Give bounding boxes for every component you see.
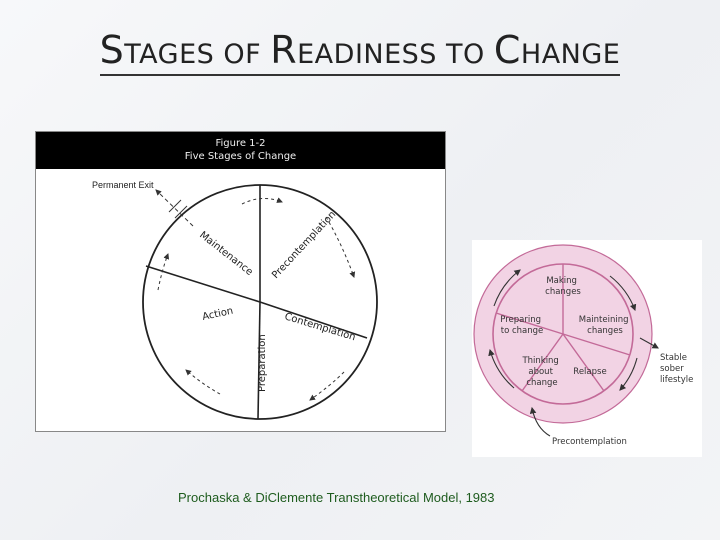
arrow-contemplation-to-preparation: [310, 372, 344, 400]
cycle-of-change-diagram: [472, 240, 702, 457]
segment-preparing-to-change: Preparing to change: [500, 315, 544, 336]
cycle-of-change-figure: [472, 240, 702, 457]
title-initial-r: R: [270, 28, 298, 72]
title-initial-c: C: [493, 28, 521, 72]
permanent-exit-label: Permanent Exit: [92, 180, 154, 190]
stage-label-preparation: Preparation: [257, 334, 268, 392]
permanent-exit-arrow: [156, 190, 193, 226]
title-initial-s: S: [99, 28, 125, 72]
segment-making-changes: Making changes: [545, 276, 581, 297]
slide-title: [0, 28, 720, 76]
exit-tick-1: [169, 200, 181, 212]
segment-relapse: Relapse: [573, 367, 607, 377]
title-rest-3: HANGE: [520, 39, 621, 70]
stable-sober-lifestyle-label: Stable sober lifestyle: [660, 353, 694, 385]
figure-header: [36, 132, 445, 169]
segment-maintaining-changes: Mainteining changes: [578, 315, 629, 336]
figure-number: Figure 1-2: [215, 138, 266, 149]
figure-caption: Five Stages of Change: [184, 151, 297, 162]
stage-label-contemplation: Contemplation: [283, 311, 357, 344]
stage-label-maintenance: Maintenance: [197, 229, 255, 279]
title-rest-1: TAGES OF: [124, 39, 271, 70]
five-stages-figure: [35, 131, 446, 432]
citation-text: Prochaska & DiClemente Transtheoretical Model, 1983: [178, 490, 495, 505]
segment-thinking-about-change: Thinking about change: [522, 356, 559, 388]
arrow-preparation-to-action: [186, 370, 220, 394]
title-rest-2: EADINESS TO: [297, 39, 494, 70]
slide-title-underline: [100, 28, 621, 76]
precontemplation-label: Precontemplation: [552, 437, 627, 447]
stage-label-precontemplation: Precontemplation: [270, 209, 339, 282]
five-stages-diagram: [36, 132, 445, 431]
arrow-maintenance-to-precontemplation: [242, 198, 282, 204]
stage-label-action: Action: [201, 305, 235, 323]
